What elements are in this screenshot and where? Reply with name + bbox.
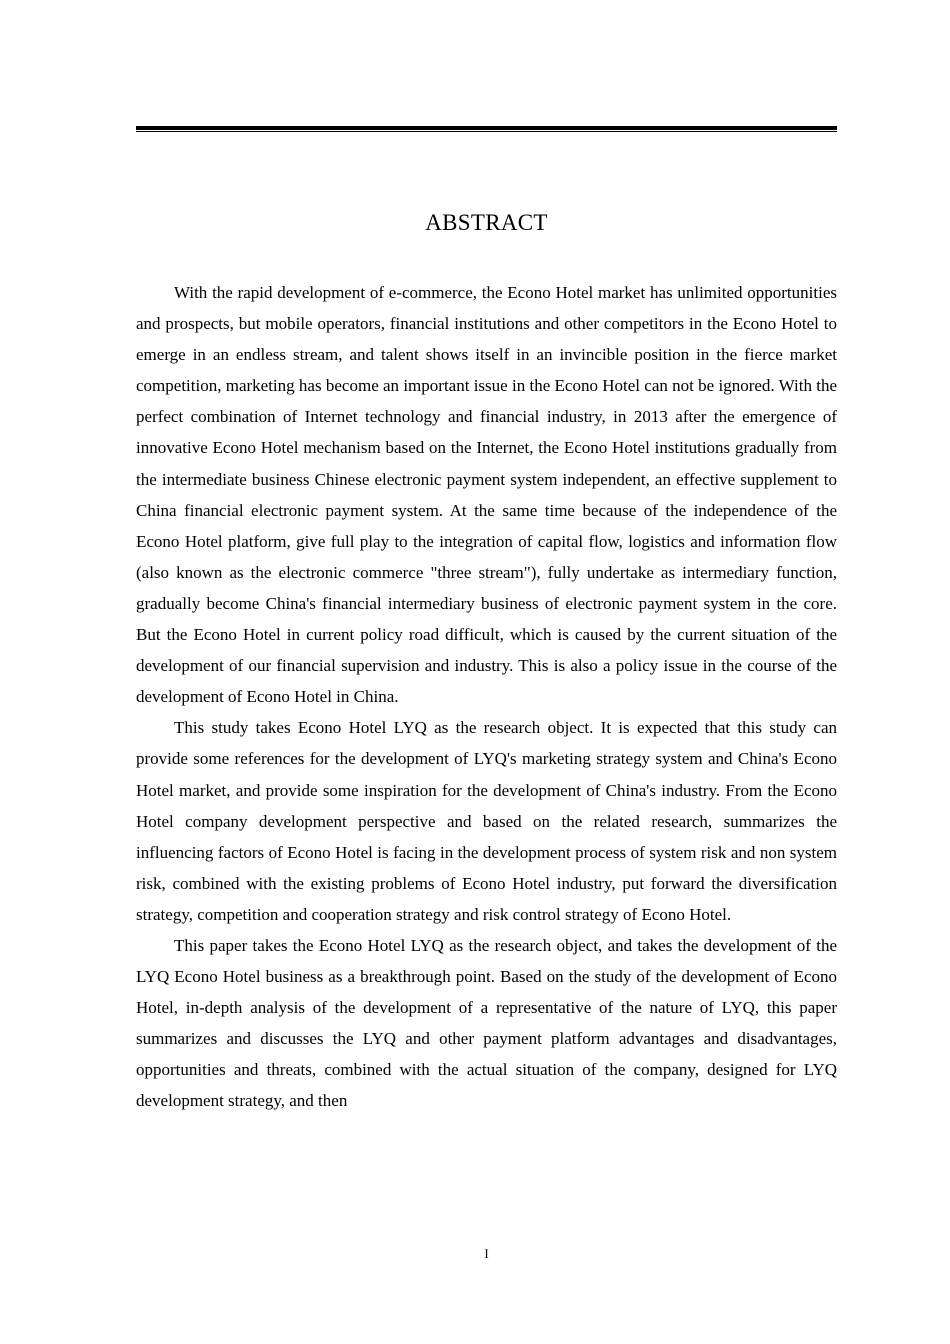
header-rule-thick [136,126,837,130]
page-number: I [484,1246,489,1261]
abstract-paragraph-3: This paper takes the Econo Hotel LYQ as the research object, and takes the development of the LYQ Econo Hotel business as a breakthrough point. Based on the study of the development of Econo Hotel, in-depth analysis of the development of a representative of the nature of LYQ, this paper summarizes and discusses the LYQ and other payment platform advantages and disadvantages, opportunities and threats, combined with the actual situation of the company, designed for LYQ development strategy, and then [136,935,837,1111]
abstract-title: ABSTRACT [425,210,548,235]
abstract-paragraph-1: With the rapid development of e-commerce, the Econo Hotel market has unlimited opportunities and prospects, but mobile operators, financial institutions and other competitors in the Econo Hotel to emerge in an endless stream, and talent shows itself in an invincible position in the fierce market competition, marketing has become an important issue in the Econo Hotel can not be ignored. With the perfect combination of Internet technology and financial industry, in 2013 after the emergence of innovative Econo Hotel mechanism based on the Internet, the Econo Hotel institutions gradually from the intermediate business Chinese electronic payment system independent, an effective supplement to China financial electronic payment system. At the same time because of the independence of the Econo Hotel platform, give full play to the integration of capital flow, logistics and information flow (also known as the electronic commerce "three stream"), fully undertake as intermediary function, gradually become China's financial intermediary business of electronic payment system in the core. But the Econo Hotel in current policy road difficult, which is caused by the current situation of the development of our financial supervision and industry. This is also a policy issue in the course of the development of Econo Hotel in China. [136,283,837,707]
header-rule-thin [136,131,837,132]
abstract-body [136,277,837,1117]
abstract-paragraph-2: This study takes Econo Hotel LYQ as the research object. It is expected that this study can provide some references for the development of LYQ's marketing strategy system and China's Econo Hotel market, and provide some inspiration for the development of China's industry. From the Econo Hotel company development perspective and based on the related research, summarizes the influencing factors of Econo Hotel is facing in the development process of system risk and non system risk, combined with the existing problems of Econo Hotel industry, put forward the diversification strategy, competition and cooperation strategy and risk control strategy of Econo Hotel. [136,718,837,924]
